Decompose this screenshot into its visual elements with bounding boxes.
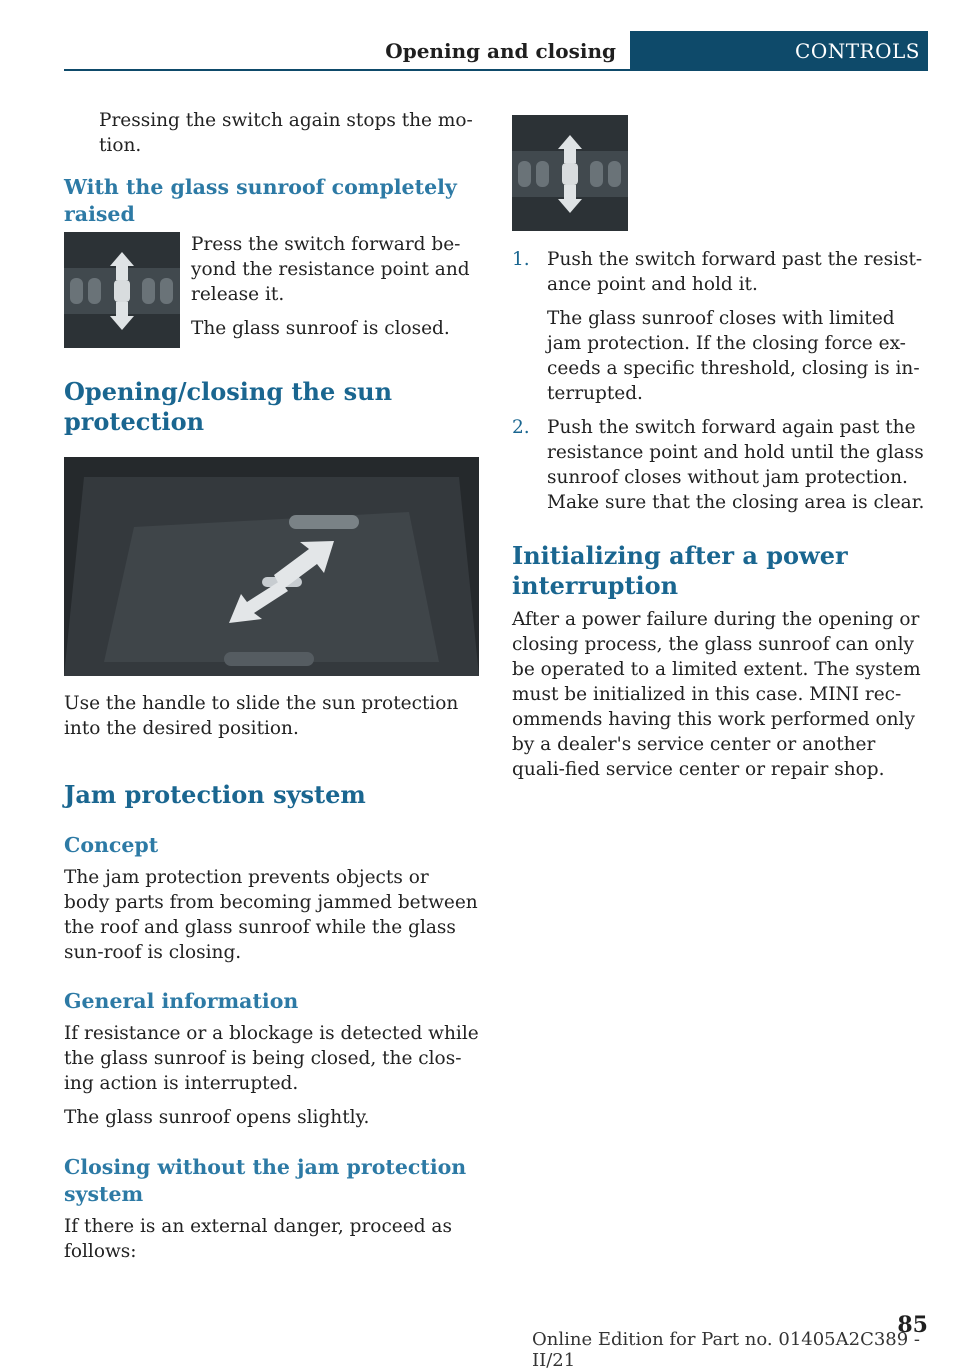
step-1-number: 1. — [512, 249, 530, 270]
step-1 — [512, 247, 927, 406]
heading-sun-protection: Opening/closing the sun protection — [64, 377, 393, 436]
glass-raised-block — [64, 232, 479, 348]
step-2 — [512, 415, 927, 515]
edition-note: Online Edition for Part no. 01405A2C389 - II/21 — [532, 1329, 921, 1371]
glass-raised-step: Press the switch forward be-yond the resistance point and release it. — [191, 234, 470, 305]
step-1-note: The glass sunroof closes with limited jam protection. If the closing force ex-ceeds a specific threshold, closing is in-terrupted. — [547, 308, 920, 404]
arrow-down-icon — [558, 199, 582, 213]
page-number: 85 — [897, 1312, 928, 1338]
arrow-down-icon — [110, 316, 134, 330]
heading-general-information: General information — [64, 989, 299, 1013]
sun-protection-figure — [64, 457, 479, 676]
concept-text: The jam protection prevents objects or body parts from becoming jammed between the roof and glass sunroof while the glass sun-roof is closing. — [64, 867, 478, 963]
arrow-up-icon — [110, 252, 134, 266]
right-column — [512, 108, 927, 782]
initializing-text: After a power failure during the opening or closing process, the glass sunroof can only be operated to a limited extent. The system must be initialized in this case. MINI rec-ommends having this work performed only by a dealer's service center or another quali-fied service center or repair shop. — [512, 609, 921, 780]
closing-text: If there is an external danger, proceed as follows: — [64, 1216, 452, 1262]
general-text-2: The glass sunroof opens slightly. — [64, 1107, 370, 1128]
general-text-1: If resistance or a blockage is detected while the glass sunroof is being closed, the clos-ing action is interrupted. — [64, 1023, 479, 1094]
chapter-title: Opening and closing — [385, 39, 616, 63]
switch-figure-steps — [512, 115, 628, 231]
switch-figure-raised — [64, 232, 180, 348]
step-1-text: Push the switch forward past the resist-ance point and hold it. — [547, 249, 923, 295]
heading-closing-without-jam: Closing without the jam protection system — [64, 1155, 467, 1206]
heading-glass-raised: With the glass sunroof completely raised — [64, 175, 457, 226]
header-rule — [64, 69, 928, 71]
heading-initializing: Initializing after a power interruption — [512, 541, 848, 600]
step-2-text: Push the switch forward again past the resistance point and hold until the glass sunroof closes without jam protection. Make sure that the closing area is clear. — [547, 417, 925, 513]
intro-paragraph: Pressing the switch again stops the mo-tion. — [99, 110, 473, 156]
sun-protection-text: Use the handle to slide the sun protection into the desired position. — [64, 693, 459, 739]
arrow-up-icon — [558, 135, 582, 149]
heading-concept: Concept — [64, 833, 159, 857]
page-header — [64, 31, 928, 71]
glass-raised-result: The glass sunroof is closed. — [191, 318, 450, 339]
left-column — [64, 108, 479, 1264]
section-tab: CONTROLS — [630, 31, 928, 71]
heading-jam-protection: Jam protection system — [64, 780, 366, 809]
step-2-number: 2. — [512, 417, 530, 438]
